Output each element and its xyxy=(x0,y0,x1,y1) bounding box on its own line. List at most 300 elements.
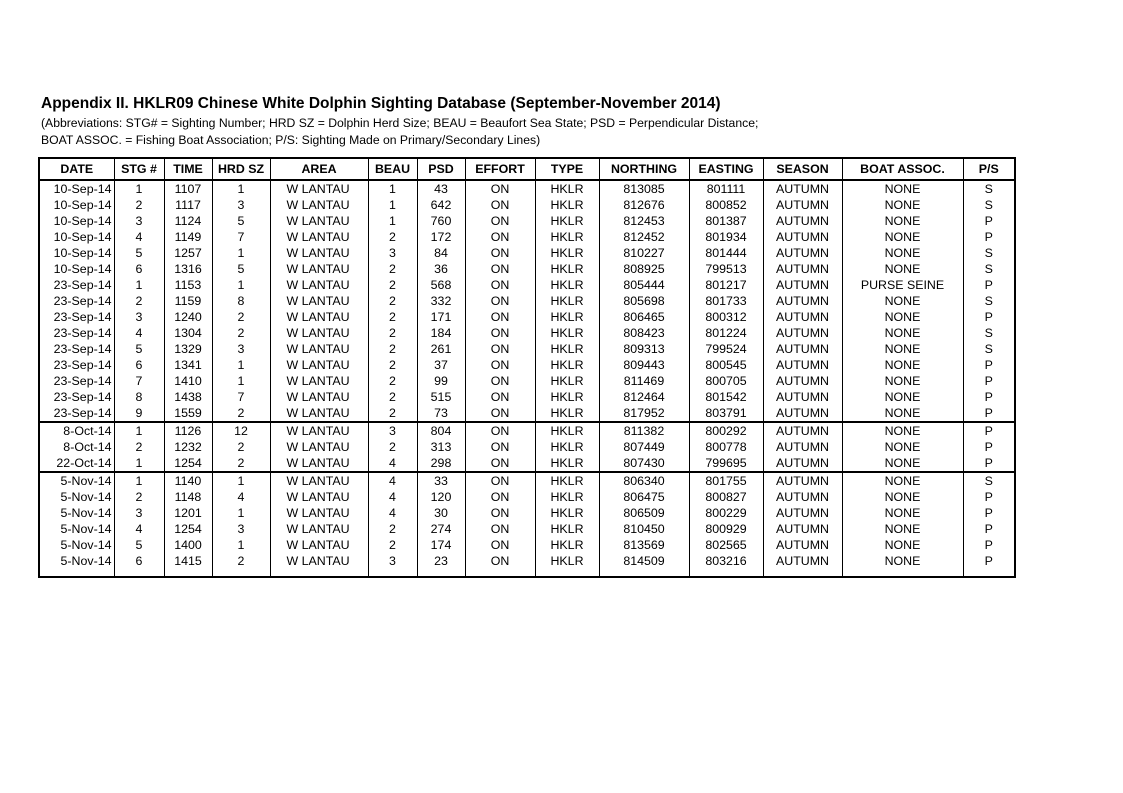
cell-date: 5-Nov-14 xyxy=(40,553,114,569)
cell-psd: 30 xyxy=(417,505,465,521)
cell-psd: 172 xyxy=(417,229,465,245)
cell-beau: 2 xyxy=(368,293,417,309)
cell-stg: 2 xyxy=(114,489,164,505)
cell-area: W LANTAU xyxy=(270,229,368,245)
cell-beau: 3 xyxy=(368,245,417,261)
cell-stg: 5 xyxy=(114,537,164,553)
cell-date: 23-Sep-14 xyxy=(40,405,114,422)
empty-cell xyxy=(842,569,963,578)
table-row xyxy=(40,180,1014,197)
cell-northing: 806465 xyxy=(599,309,689,325)
cell-season: AUTUMN xyxy=(763,489,842,505)
header-area: AREA xyxy=(270,159,368,180)
cell-season: AUTUMN xyxy=(763,309,842,325)
cell-hrd-sz: 4 xyxy=(212,489,270,505)
cell-easting: 800929 xyxy=(689,521,763,537)
table-row xyxy=(40,261,1014,277)
cell-northing: 807449 xyxy=(599,439,689,455)
table-row xyxy=(40,341,1014,357)
cell-time: 1126 xyxy=(164,422,212,439)
cell-boat-assoc: NONE xyxy=(842,309,963,325)
cell-northing: 812452 xyxy=(599,229,689,245)
empty-cell xyxy=(763,569,842,578)
cell-psd: 84 xyxy=(417,245,465,261)
cell-northing: 810227 xyxy=(599,245,689,261)
cell-boat-assoc: NONE xyxy=(842,389,963,405)
table-row xyxy=(40,373,1014,389)
cell-hrd-sz: 12 xyxy=(212,422,270,439)
cell-stg: 5 xyxy=(114,245,164,261)
cell-season: AUTUMN xyxy=(763,357,842,373)
cell-date: 10-Sep-14 xyxy=(40,229,114,245)
cell-date: 5-Nov-14 xyxy=(40,537,114,553)
cell-hrd-sz: 1 xyxy=(212,505,270,521)
cell-easting: 801444 xyxy=(689,245,763,261)
cell-effort: ON xyxy=(465,373,535,389)
cell-date: 23-Sep-14 xyxy=(40,389,114,405)
cell-easting: 800827 xyxy=(689,489,763,505)
cell-boat-assoc: NONE xyxy=(842,553,963,569)
cell-hrd-sz: 5 xyxy=(212,261,270,277)
cell-time: 1232 xyxy=(164,439,212,455)
cell-type: HKLR xyxy=(535,325,599,341)
table-row xyxy=(40,389,1014,405)
cell-hrd-sz: 2 xyxy=(212,405,270,422)
cell-beau: 2 xyxy=(368,357,417,373)
cell-date: 10-Sep-14 xyxy=(40,213,114,229)
cell-type: HKLR xyxy=(535,261,599,277)
header-time: TIME xyxy=(164,159,212,180)
cell-ps: P xyxy=(984,214,993,228)
cell-date: 5-Nov-14 xyxy=(40,472,114,489)
cell-stg: 6 xyxy=(114,553,164,569)
cell-ps: P xyxy=(984,230,993,244)
cell-effort: ON xyxy=(465,180,535,197)
cell-hrd-sz: 2 xyxy=(212,553,270,569)
cell-effort: ON xyxy=(465,472,535,489)
cell-boat-assoc: NONE xyxy=(842,213,963,229)
cell-psd: 174 xyxy=(417,537,465,553)
cell-easting: 800852 xyxy=(689,197,763,213)
cell-effort: ON xyxy=(465,553,535,569)
cell-ps: P xyxy=(984,358,993,372)
cell-effort: ON xyxy=(465,341,535,357)
cell-psd: 36 xyxy=(417,261,465,277)
empty-cell xyxy=(417,569,465,578)
cell-type: HKLR xyxy=(535,455,599,472)
cell-hrd-sz: 1 xyxy=(212,537,270,553)
cell-area: W LANTAU xyxy=(270,309,368,325)
header-stg: STG # xyxy=(114,159,164,180)
cell-effort: ON xyxy=(465,245,535,261)
header-ps: P/S xyxy=(963,159,1014,180)
cell-stg: 1 xyxy=(114,180,164,197)
cell-northing: 806509 xyxy=(599,505,689,521)
cell-time: 1124 xyxy=(164,213,212,229)
cell-season: AUTUMN xyxy=(763,197,842,213)
cell-area: W LANTAU xyxy=(270,277,368,293)
cell-date: 23-Sep-14 xyxy=(40,309,114,325)
cell-type: HKLR xyxy=(535,341,599,357)
cell-stg: 6 xyxy=(114,357,164,373)
cell-type: HKLR xyxy=(535,309,599,325)
cell-type: HKLR xyxy=(535,180,599,197)
cell-season: AUTUMN xyxy=(763,229,842,245)
cell-type: HKLR xyxy=(535,537,599,553)
cell-area: W LANTAU xyxy=(270,341,368,357)
table-row xyxy=(40,521,1014,537)
cell-date: 22-Oct-14 xyxy=(40,455,114,472)
cell-time: 1438 xyxy=(164,389,212,405)
cell-season: AUTUMN xyxy=(763,293,842,309)
cell-type: HKLR xyxy=(535,373,599,389)
cell-area: W LANTAU xyxy=(270,553,368,569)
cell-time: 1107 xyxy=(164,180,212,197)
cell-northing: 805444 xyxy=(599,277,689,293)
cell-beau: 2 xyxy=(368,405,417,422)
cell-easting: 800545 xyxy=(689,357,763,373)
table-row xyxy=(40,197,1014,213)
empty-cell xyxy=(270,569,368,578)
cell-stg: 7 xyxy=(114,373,164,389)
cell-time: 1254 xyxy=(164,521,212,537)
empty-cell xyxy=(465,569,535,578)
cell-northing: 817952 xyxy=(599,405,689,422)
cell-date: 8-Oct-14 xyxy=(40,439,114,455)
cell-hrd-sz: 5 xyxy=(212,213,270,229)
cell-ps: P xyxy=(984,490,993,504)
cell-northing: 811469 xyxy=(599,373,689,389)
header-psd: PSD xyxy=(417,159,465,180)
cell-beau: 2 xyxy=(368,389,417,405)
cell-boat-assoc: NONE xyxy=(842,373,963,389)
cell-hrd-sz: 2 xyxy=(212,439,270,455)
cell-type: HKLR xyxy=(535,472,599,489)
cell-time: 1240 xyxy=(164,309,212,325)
cell-effort: ON xyxy=(465,455,535,472)
cell-boat-assoc: NONE xyxy=(842,293,963,309)
cell-northing: 813085 xyxy=(599,180,689,197)
cell-ps: P xyxy=(984,440,993,454)
cell-type: HKLR xyxy=(535,245,599,261)
cell-effort: ON xyxy=(465,197,535,213)
cell-boat-assoc: NONE xyxy=(842,489,963,505)
cell-beau: 2 xyxy=(368,309,417,325)
cell-date: 23-Sep-14 xyxy=(40,373,114,389)
cell-area: W LANTAU xyxy=(270,439,368,455)
cell-boat-assoc: NONE xyxy=(842,505,963,521)
cell-boat-assoc: NONE xyxy=(842,180,963,197)
table-row xyxy=(40,489,1014,505)
cell-ps: P xyxy=(984,390,993,404)
cell-time: 1153 xyxy=(164,277,212,293)
cell-psd: 760 xyxy=(417,213,465,229)
cell-stg: 2 xyxy=(114,293,164,309)
table-body xyxy=(40,180,1014,578)
cell-psd: 642 xyxy=(417,197,465,213)
header-type: TYPE xyxy=(535,159,599,180)
cell-beau: 2 xyxy=(368,277,417,293)
cell-psd: 184 xyxy=(417,325,465,341)
table-header-row xyxy=(40,159,1014,180)
cell-season: AUTUMN xyxy=(763,389,842,405)
header-date: DATE xyxy=(40,159,114,180)
cell-easting: 801217 xyxy=(689,277,763,293)
cell-psd: 515 xyxy=(417,389,465,405)
cell-season: AUTUMN xyxy=(763,439,842,455)
cell-beau: 3 xyxy=(368,553,417,569)
cell-boat-assoc: NONE xyxy=(842,325,963,341)
cell-northing: 808925 xyxy=(599,261,689,277)
cell-date: 5-Nov-14 xyxy=(40,521,114,537)
cell-date: 23-Sep-14 xyxy=(40,293,114,309)
cell-psd: 804 xyxy=(417,422,465,439)
cell-beau: 2 xyxy=(368,229,417,245)
cell-psd: 568 xyxy=(417,277,465,293)
cell-psd: 274 xyxy=(417,521,465,537)
cell-type: HKLR xyxy=(535,405,599,422)
cell-area: W LANTAU xyxy=(270,521,368,537)
cell-effort: ON xyxy=(465,325,535,341)
cell-season: AUTUMN xyxy=(763,180,842,197)
cell-time: 1148 xyxy=(164,489,212,505)
cell-easting: 803791 xyxy=(689,405,763,422)
cell-stg: 1 xyxy=(114,277,164,293)
cell-northing: 814509 xyxy=(599,553,689,569)
cell-area: W LANTAU xyxy=(270,422,368,439)
cell-psd: 43 xyxy=(417,180,465,197)
cell-ps: P xyxy=(984,522,993,536)
header-effort: EFFORT xyxy=(465,159,535,180)
cell-season: AUTUMN xyxy=(763,341,842,357)
cell-area: W LANTAU xyxy=(270,373,368,389)
cell-ps: P xyxy=(984,278,993,292)
cell-hrd-sz: 2 xyxy=(212,309,270,325)
cell-type: HKLR xyxy=(535,521,599,537)
cell-area: W LANTAU xyxy=(270,405,368,422)
cell-stg: 1 xyxy=(114,472,164,489)
cell-type: HKLR xyxy=(535,197,599,213)
header-northing: NORTHING xyxy=(599,159,689,180)
cell-date: 23-Sep-14 xyxy=(40,341,114,357)
cell-type: HKLR xyxy=(535,439,599,455)
cell-season: AUTUMN xyxy=(763,405,842,422)
cell-northing: 806475 xyxy=(599,489,689,505)
cell-boat-assoc: PURSE SEINE xyxy=(842,277,963,293)
cell-psd: 73 xyxy=(417,405,465,422)
cell-type: HKLR xyxy=(535,553,599,569)
cell-easting: 801934 xyxy=(689,229,763,245)
cell-season: AUTUMN xyxy=(763,277,842,293)
cell-type: HKLR xyxy=(535,505,599,521)
cell-time: 1140 xyxy=(164,472,212,489)
cell-easting: 799695 xyxy=(689,455,763,472)
cell-northing: 811382 xyxy=(599,422,689,439)
header-hrd-sz: HRD SZ xyxy=(212,159,270,180)
cell-beau: 4 xyxy=(368,472,417,489)
cell-northing: 812453 xyxy=(599,213,689,229)
cell-season: AUTUMN xyxy=(763,553,842,569)
cell-type: HKLR xyxy=(535,489,599,505)
cell-ps: S xyxy=(984,182,993,196)
cell-time: 1304 xyxy=(164,325,212,341)
cell-date: 5-Nov-14 xyxy=(40,489,114,505)
cell-beau: 4 xyxy=(368,505,417,521)
table-row xyxy=(40,245,1014,261)
cell-psd: 23 xyxy=(417,553,465,569)
cell-hrd-sz: 8 xyxy=(212,293,270,309)
table-row xyxy=(40,505,1014,521)
cell-effort: ON xyxy=(465,521,535,537)
cell-hrd-sz: 1 xyxy=(212,472,270,489)
cell-date: 23-Sep-14 xyxy=(40,357,114,373)
cell-ps: S xyxy=(984,246,993,260)
header-easting: EASTING xyxy=(689,159,763,180)
table-row xyxy=(40,277,1014,293)
cell-ps: P xyxy=(984,456,993,470)
empty-cell xyxy=(535,569,599,578)
cell-time: 1201 xyxy=(164,505,212,521)
cell-psd: 298 xyxy=(417,455,465,472)
cell-ps: P xyxy=(984,406,993,420)
cell-season: AUTUMN xyxy=(763,245,842,261)
cell-northing: 813569 xyxy=(599,537,689,553)
cell-ps: S xyxy=(963,472,1014,489)
cell-type: HKLR xyxy=(535,229,599,245)
cell-season: AUTUMN xyxy=(763,422,842,439)
table-row xyxy=(40,537,1014,553)
cell-time: 1341 xyxy=(164,357,212,373)
cell-easting: 801111 xyxy=(689,180,763,197)
table-row xyxy=(40,357,1014,373)
cell-easting: 800778 xyxy=(689,439,763,455)
cell-northing: 808423 xyxy=(599,325,689,341)
table-row xyxy=(40,455,1014,472)
cell-beau: 3 xyxy=(368,422,417,439)
cell-time: 1415 xyxy=(164,553,212,569)
cell-time: 1257 xyxy=(164,245,212,261)
cell-type: HKLR xyxy=(535,277,599,293)
cell-season: AUTUMN xyxy=(763,505,842,521)
cell-hrd-sz: 1 xyxy=(212,277,270,293)
abbreviations-line-1: (Abbreviations: STG# = Sighting Number; HRD SZ = Dolphin Herd Size; BEAU = Beaufort Sea State; PSD = Perpendicular Distance; xyxy=(41,116,759,130)
cell-time: 1117 xyxy=(164,197,212,213)
cell-beau: 2 xyxy=(368,537,417,553)
cell-season: AUTUMN xyxy=(763,373,842,389)
cell-boat-assoc: NONE xyxy=(842,197,963,213)
cell-hrd-sz: 1 xyxy=(212,245,270,261)
cell-effort: ON xyxy=(465,439,535,455)
table-row xyxy=(40,472,1014,489)
cell-northing: 809443 xyxy=(599,357,689,373)
cell-area: W LANTAU xyxy=(270,325,368,341)
cell-psd: 37 xyxy=(417,357,465,373)
table-row xyxy=(40,405,1014,422)
table-row xyxy=(40,309,1014,325)
cell-stg: 3 xyxy=(114,309,164,325)
cell-boat-assoc: NONE xyxy=(842,245,963,261)
cell-easting: 803216 xyxy=(689,553,763,569)
cell-ps: P xyxy=(984,310,993,324)
cell-ps: S xyxy=(984,262,993,276)
table-row xyxy=(40,439,1014,455)
cell-date: 10-Sep-14 xyxy=(40,245,114,261)
cell-ps: P xyxy=(963,422,1014,439)
cell-season: AUTUMN xyxy=(763,455,842,472)
cell-stg: 5 xyxy=(114,341,164,357)
cell-area: W LANTAU xyxy=(270,357,368,373)
cell-beau: 1 xyxy=(368,213,417,229)
cell-hrd-sz: 2 xyxy=(212,325,270,341)
cell-ps: P xyxy=(984,554,993,568)
cell-beau: 2 xyxy=(368,341,417,357)
cell-beau: 2 xyxy=(368,373,417,389)
cell-northing: 812464 xyxy=(599,389,689,405)
cell-boat-assoc: NONE xyxy=(842,357,963,373)
cell-effort: ON xyxy=(465,357,535,373)
cell-northing: 807430 xyxy=(599,455,689,472)
empty-cell xyxy=(689,569,763,578)
cell-area: W LANTAU xyxy=(270,489,368,505)
cell-easting: 801224 xyxy=(689,325,763,341)
cell-beau: 2 xyxy=(368,439,417,455)
empty-cell xyxy=(368,569,417,578)
cell-stg: 3 xyxy=(114,505,164,521)
cell-ps: P xyxy=(984,538,993,552)
cell-hrd-sz: 7 xyxy=(212,389,270,405)
cell-type: HKLR xyxy=(535,422,599,439)
table-row xyxy=(40,213,1014,229)
cell-area: W LANTAU xyxy=(270,245,368,261)
sighting-table-container xyxy=(38,157,1016,578)
cell-time: 1400 xyxy=(164,537,212,553)
cell-beau: 4 xyxy=(368,489,417,505)
cell-boat-assoc: NONE xyxy=(842,472,963,489)
cell-area: W LANTAU xyxy=(270,180,368,197)
cell-date: 23-Sep-14 xyxy=(40,277,114,293)
cell-date: 5-Nov-14 xyxy=(40,505,114,521)
cell-boat-assoc: NONE xyxy=(842,537,963,553)
table-row xyxy=(40,325,1014,341)
cell-hrd-sz: 3 xyxy=(212,341,270,357)
cell-hrd-sz: 3 xyxy=(212,197,270,213)
cell-type: HKLR xyxy=(535,213,599,229)
cell-area: W LANTAU xyxy=(270,455,368,472)
cell-effort: ON xyxy=(465,405,535,422)
cell-area: W LANTAU xyxy=(270,505,368,521)
cell-stg: 2 xyxy=(114,197,164,213)
cell-beau: 1 xyxy=(368,197,417,213)
cell-effort: ON xyxy=(465,277,535,293)
cell-stg: 4 xyxy=(114,521,164,537)
cell-time: 1254 xyxy=(164,455,212,472)
cell-psd: 33 xyxy=(417,472,465,489)
cell-area: W LANTAU xyxy=(270,472,368,489)
cell-boat-assoc: NONE xyxy=(842,341,963,357)
cell-psd: 261 xyxy=(417,341,465,357)
cell-area: W LANTAU xyxy=(270,261,368,277)
cell-type: HKLR xyxy=(535,389,599,405)
header-beau: BEAU xyxy=(368,159,417,180)
cell-beau: 2 xyxy=(368,261,417,277)
cell-ps: S xyxy=(984,326,993,340)
cell-ps: S xyxy=(984,198,993,212)
cell-easting: 801542 xyxy=(689,389,763,405)
cell-easting: 800705 xyxy=(689,373,763,389)
cell-boat-assoc: NONE xyxy=(842,422,963,439)
cell-season: AUTUMN xyxy=(763,521,842,537)
cell-stg: 3 xyxy=(114,213,164,229)
